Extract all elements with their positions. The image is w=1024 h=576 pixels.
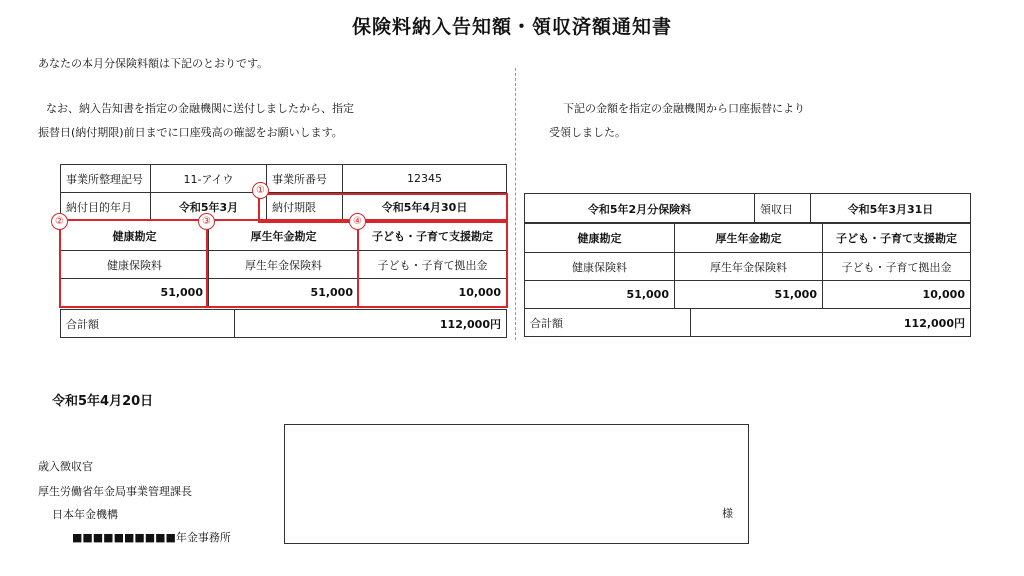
receipt-date-value: 令和5年3月31日	[811, 194, 971, 224]
target-month-label: 納付目的年月	[61, 193, 151, 221]
office-no-label: 事業所番号	[267, 165, 343, 193]
receipt-table	[524, 193, 971, 224]
receipt-total-label: 合計額	[525, 309, 691, 337]
issue-date: 令和5年4月20日	[52, 394, 154, 409]
notice-amount-table	[60, 220, 507, 307]
receipt-header-health: 健康勘定	[525, 223, 675, 253]
item-pension: 厚生年金保険料	[209, 251, 359, 279]
intro-text: あなたの本月分保険料額は下記のとおりです。	[38, 57, 269, 70]
receipt-amount-pension: 51,000	[675, 281, 823, 309]
receipt-total-table	[524, 308, 971, 337]
amount-health: 51,000	[61, 279, 209, 307]
address-box	[284, 424, 749, 544]
receipt-amount-health: 51,000	[525, 281, 675, 309]
due-date-label: 納付期限	[267, 193, 343, 221]
item-health: 健康保険料	[61, 251, 209, 279]
header-health: 健康勘定	[61, 221, 209, 251]
receipt-header-child: 子ども・子育て支援勘定	[823, 223, 971, 253]
office-no-value: 12345	[343, 165, 507, 193]
right-note-line1: 下記の金額を指定の金融機関から口座振替により	[563, 102, 805, 115]
issuer-line3: 日本年金機構	[52, 508, 118, 521]
notice-table	[60, 164, 507, 221]
receipt-total-value: 112,000円	[691, 309, 971, 337]
notice-total-table	[60, 309, 507, 338]
receipt-period: 令和5年2月分保険料	[525, 194, 755, 224]
issuer-line4: ■■■■■■■■■■年金事務所	[72, 531, 231, 544]
receipt-amount-child: 10,000	[823, 281, 971, 309]
left-note-line1: なお、納入告知書を指定の金融機関に送付しましたから、指定	[46, 102, 354, 115]
issuer-line1: 歳入徴収官	[38, 460, 93, 473]
receipt-item-child: 子ども・子育て拠出金	[823, 253, 971, 281]
receipt-amount-table	[524, 222, 971, 309]
amount-child: 10,000	[359, 279, 507, 307]
office-id-value: 11-アイウ	[151, 165, 267, 193]
right-note-line2: 受領しました。	[549, 126, 626, 139]
due-date-value: 令和5年4月30日	[343, 193, 507, 221]
marker-3: ③	[198, 213, 215, 230]
receipt-item-pension: 厚生年金保険料	[675, 253, 823, 281]
header-child: 子ども・子育て支援勘定	[359, 221, 507, 251]
amount-pension: 51,000	[209, 279, 359, 307]
left-note-line2: 振替日(納付期限)前日までに口座残高の確認をお願いします。	[38, 126, 343, 139]
receipt-item-health: 健康保険料	[525, 253, 675, 281]
marker-1: ①	[252, 182, 269, 199]
honorific: 様	[722, 507, 733, 520]
target-month-value: 令和5年3月	[151, 193, 267, 221]
total-value: 112,000円	[235, 310, 507, 338]
marker-2: ②	[51, 213, 68, 230]
marker-4: ④	[349, 213, 366, 230]
office-id-label: 事業所整理記号	[61, 165, 151, 193]
header-pension: 厚生年金勘定	[209, 221, 359, 251]
receipt-header-pension: 厚生年金勘定	[675, 223, 823, 253]
section-divider	[515, 68, 516, 340]
item-child: 子ども・子育て拠出金	[359, 251, 507, 279]
document-title: 保険料納入告知額・領収済額通知書	[351, 16, 672, 38]
total-label: 合計額	[61, 310, 235, 338]
receipt-date-label: 領収日	[755, 194, 811, 224]
issuer-line2: 厚生労働省年金局事業管理課長	[38, 485, 192, 498]
